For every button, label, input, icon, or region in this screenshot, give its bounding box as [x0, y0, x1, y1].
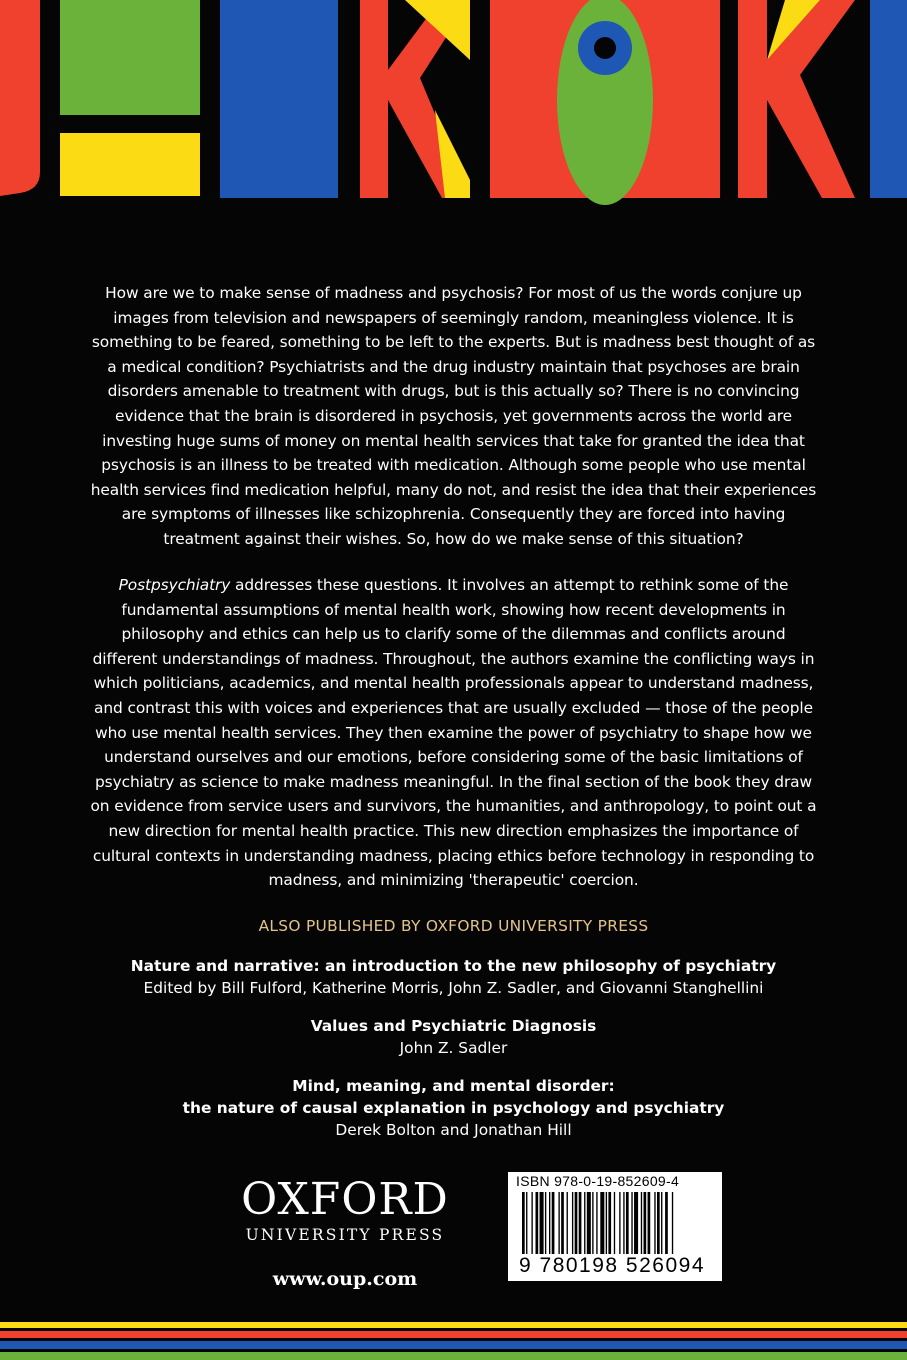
- publisher-name: OXFORD: [241, 1174, 449, 1225]
- book-title: Mind, meaning, and mental disorder:: [292, 1077, 615, 1095]
- also-published-book: [0, 955, 907, 999]
- barcode-bar: [572, 1192, 573, 1262]
- barcode-bar: [522, 1192, 525, 1262]
- barcode-bar: [552, 1192, 555, 1262]
- barcode-bar: [558, 1192, 559, 1262]
- barcode-digits: 9 780198 526094: [516, 1254, 708, 1278]
- book-authors: John Z. Sadler: [399, 1039, 508, 1057]
- publisher-subname: UNIVERSITY PRESS: [245, 1226, 445, 1244]
- book-title: Values and Psychiatric Diagnosis: [310, 1017, 597, 1035]
- barcode-bar: [606, 1192, 607, 1262]
- barcode-bar: [644, 1192, 647, 1262]
- also-published-book: [0, 1075, 907, 1141]
- barcode-bar: [549, 1192, 550, 1262]
- book-title: Nature and narrative: an introduction to the new philosophy of psychiatry: [130, 957, 777, 975]
- barcode-bar: [654, 1192, 655, 1262]
- book-authors: Edited by Bill Fulford, Katherine Morris, John Z. Sadler, and Giovanni Stanghellini: [143, 979, 764, 997]
- barcode-bar: [614, 1192, 615, 1262]
- also-published-heading: ALSO PUBLISHED BY OXFORD UNIVERSITY PRESS: [258, 917, 649, 935]
- barcode-bar: [596, 1192, 597, 1262]
- barcode-bar: [579, 1192, 582, 1262]
- barcode-bar: [672, 1192, 673, 1262]
- barcode-bar: [575, 1192, 578, 1262]
- barcode-bar: [561, 1192, 564, 1262]
- barcode-bar: [641, 1192, 642, 1262]
- isbn-label: ISBN 978-0-19-852609-4: [516, 1173, 680, 1189]
- cover-top-artwork: [0, 0, 907, 205]
- barcode-bar: [567, 1192, 568, 1262]
- book-title-line2: the nature of causal explanation in psychology and psychiatry: [182, 1099, 725, 1117]
- book-authors: Derek Bolton and Jonathan Hill: [335, 1121, 572, 1139]
- barcode-bar: [665, 1192, 668, 1262]
- also-published-book: [0, 1015, 907, 1059]
- barcode-bar: [592, 1192, 593, 1262]
- barcode-bar: [536, 1192, 539, 1262]
- barcode-bar: [584, 1192, 585, 1262]
- yellow-block-left: [60, 133, 200, 196]
- barcode-bar: [545, 1192, 546, 1262]
- oxford-logo: [220, 1176, 470, 1244]
- barcode-bar: [608, 1192, 611, 1262]
- barcode-bar: [657, 1192, 660, 1262]
- publisher-website[interactable]: www.oup.com: [272, 1268, 418, 1290]
- blue-block: [220, 0, 338, 198]
- blue-edge-right: [870, 0, 907, 198]
- barcode-bar: [661, 1192, 662, 1262]
- stripe-red: [0, 1331, 907, 1338]
- green-block: [60, 0, 200, 115]
- barcode-bar: [587, 1192, 591, 1262]
- blurb-paragraph-1: How are we to make sense of madness and psychosis? For most of us the words conjure up images from television and newspapers of seemingly random, meaningless violence. It is something to be feared, something to be left to the experts. But is madness best thought of as a medical condition? Psychiatrists and the drug industry maintain that psychoses are brain disorders amenable to treatment with drugs, but is this actually so? There is no convincing evidence that the brain is disordered in psychosis, yet governments across the world are investing huge sums of money on mental health services that take for granted the idea that psychosis is an illness to be treated with medication. Although some people who use mental health services find medication helpful, many do not, and resist the idea that their experiences are symptoms of illnesses like schizophrenia. Consequently they are forced into having treatment against their wishes. So, how do we make sense of this situation?: [90, 284, 817, 548]
- barcode-bar: [634, 1192, 638, 1262]
- barcode: [508, 1172, 722, 1281]
- stripe-green: [0, 1352, 907, 1360]
- barcode-bar: [619, 1192, 620, 1262]
- barcode-bar: [526, 1192, 527, 1262]
- red-block-left: [0, 0, 40, 196]
- barcode-bar: [626, 1192, 629, 1262]
- bottom-color-stripes: [0, 1316, 907, 1360]
- book-title-italic: Postpsychiatry: [118, 576, 231, 594]
- barcode-bar: [600, 1192, 604, 1262]
- barcode-bar: [531, 1192, 532, 1262]
- stripe-yellow: [0, 1322, 907, 1328]
- barcode-bar: [648, 1192, 651, 1262]
- blurb-paragraph-2-text: addresses these questions. It involves an attempt to rethink some of the fundamental assumptions of mental health work, showing how recent developments in philosophy and ethics can help us to clarify some of the dilemmas and conflicts around different understandings of madness. Throughout, the authors examine the conflicting ways in which politicians, academics, and mental health professionals appear to understand madness, and contrast this with voices and experiences that are usually excluded — those of the people who use mental health services. They then examine the power of psychiatry to shape how we understand ourselves and our emotions, before considering some of the basic limitations of psychiatry as science to make madness meaningful. In the final section of the book they draw on evidence from service users and survivors, the humanities, and anthropology, to point out a new direction for mental health practice. This new direction emphasizes the importance of cultural contexts in understanding madness, placing ethics before technology in responding to madness, and minimizing 'therapeutic' coercion.: [90, 576, 817, 890]
- barcode-bar: [631, 1192, 632, 1262]
- blurb-paragraph-2: [90, 573, 817, 893]
- barcode-bar: [623, 1192, 624, 1262]
- barcode-bar: [540, 1192, 544, 1262]
- stripe-blue: [0, 1341, 907, 1349]
